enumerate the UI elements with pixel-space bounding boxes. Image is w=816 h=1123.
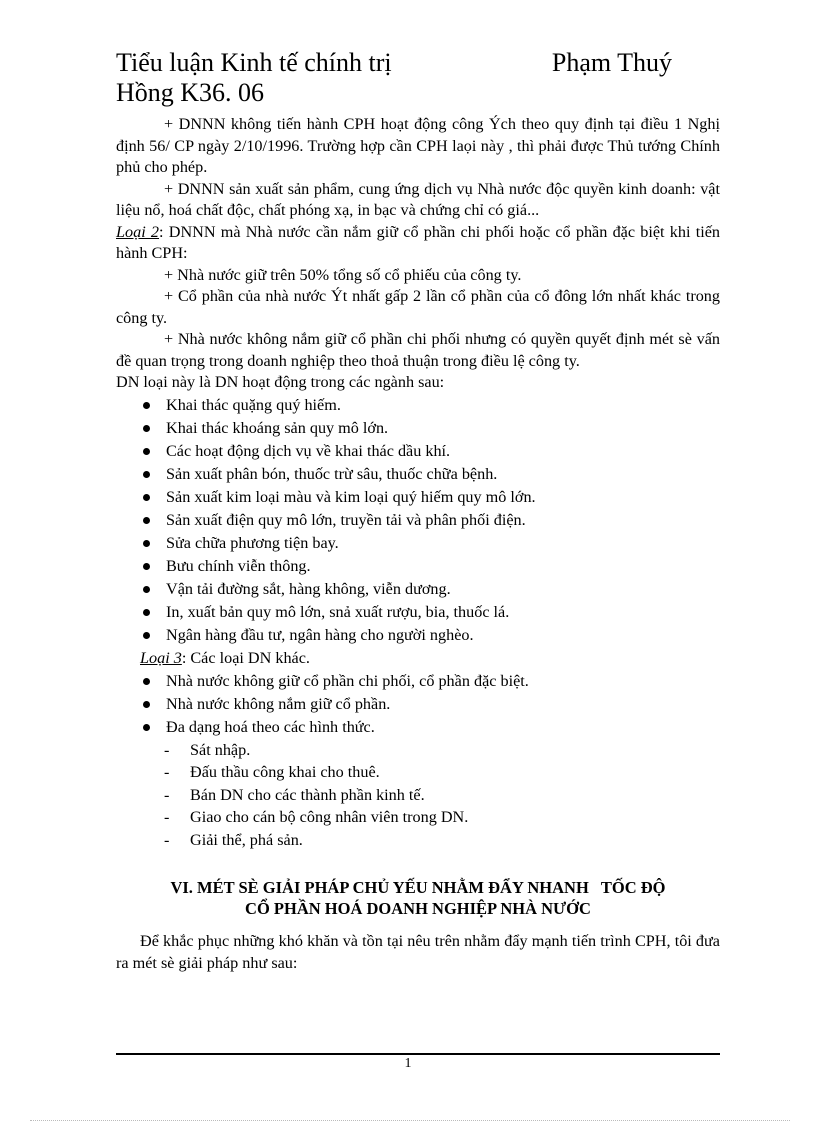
header-author: Phạm Thuý	[551, 48, 672, 77]
list-item: Đa dạng hoá theo các hình thức.	[140, 716, 720, 739]
list-item: - Sát nhập.	[164, 739, 720, 762]
section-intro: Để khắc phục những khó khăn và tồn tại nêu trên nhằm đẩy mạnh tiến trình CPH, tôi đưa ra mét sè giải pháp như sau:	[116, 932, 720, 972]
list-item: In, xuất bản quy mô lớn, snả xuất rượu, bia, thuốc lá.	[140, 601, 720, 624]
list-item: Bưu chính viễn thông.	[140, 555, 720, 578]
loai-2-item: + Cổ phần của nhà nước Ýt nhất gấp 2 lần cổ phần của cổ đông lớn nhất khác trong công ty.	[116, 287, 720, 327]
loai-3-label: Loại 3	[140, 648, 182, 667]
list-item: - Đấu thầu công khai cho thuê.	[164, 761, 720, 784]
page-bottom-divider	[30, 1120, 790, 1121]
header-title: Tiểu luận Kinh tế chính trị	[116, 48, 392, 77]
list-item: Vận tải đường sắt, hàng không, viễn dương.	[140, 578, 720, 601]
loai-2-paragraph	[116, 222, 720, 265]
list-item: - Giao cho cán bộ công nhân viên trong DN.	[164, 806, 720, 829]
sector-list	[116, 394, 720, 647]
section-heading-line-1: VI. MÉT SÈ GIẢI PHÁP CHỦ YẾU NHẰM ĐẨY NHANH TỐC ĐỘ	[170, 878, 666, 898]
list-item: - Bán DN cho các thành phần kinh tế.	[164, 784, 720, 807]
list-item: Khai thác khoáng sản quy mô lớn.	[140, 417, 720, 440]
loai-2-item: + Nhà nước giữ trên 50% tổng số cổ phiếu của công ty.	[164, 265, 522, 284]
list-item: Ngân hàng đầu tư, ngân hàng cho người nghèo.	[140, 624, 720, 647]
loai-3-list	[116, 670, 720, 739]
header-author-class: Hồng K36. 06	[116, 78, 265, 107]
dn-intro: DN loại này là DN hoạt động trong các ngành sau:	[116, 373, 445, 391]
list-item: Sửa chữa phương tiện bay.	[140, 532, 720, 555]
loai-3-paragraph	[116, 647, 720, 670]
list-item: Sản xuất phân bón, thuốc trừ sâu, thuốc chữa bệnh.	[140, 463, 720, 486]
list-item: Nhà nước không nắm giữ cổ phần.	[140, 693, 720, 716]
page-header	[116, 48, 716, 108]
section-heading	[116, 877, 720, 919]
loai-2-item: + Nhà nước không nắm giữ cổ phần chi phối nhưng có quyền quyết định mét sè vấn đề quan trọng trong doanh nghiệp theo thoả thuận trong điều lệ công ty.	[116, 330, 720, 370]
forms-list	[116, 739, 720, 852]
loai-2-label: Loại 2	[116, 222, 160, 241]
header-line-1	[116, 48, 716, 78]
document-body	[116, 114, 720, 991]
paragraph-1: + DNNN không tiến hành CPH hoạt động công Ých theo quy định tại điều 1 Nghị định 56/ CP ngày 2/10/1996. Trường hợp cần CPH laọi này , thì phải được Thủ tướng Chính phủ cho phép.	[116, 115, 720, 176]
section-heading-line-2: CỔ PHẦN HOÁ DOANH NGHIỆP NHÀ NƯỚC	[245, 899, 591, 919]
list-item: Nhà nước không giữ cổ phần chi phối, cổ phần đặc biệt.	[140, 670, 720, 693]
paragraph-2: + DNNN sản xuất sản phẩm, cung ứng dịch vụ Nhà nước độc quyền kinh doanh: vật liệu nổ, hoá chất độc, chất phóng xạ, in bạc và chứng chỉ có giá...	[116, 179, 720, 219]
list-item: - Giải thể, phá sản.	[164, 829, 720, 852]
list-item: Các hoạt động dịch vụ về khai thác dầu khí.	[140, 440, 720, 463]
loai-3-text: : Các loại DN khác.	[181, 648, 310, 667]
list-item: Sản xuất điện quy mô lớn, truyền tải và phân phối điện.	[140, 509, 720, 532]
footer-rule	[116, 1053, 720, 1055]
loai-2-text: : DNNN mà Nhà nước cần nắm giữ cổ phần chi phối hoặc cổ phần đặc biệt khi tiến hành CPH:	[116, 222, 720, 262]
list-item: Sản xuất kim loại màu và kim loại quý hiếm quy mô lớn.	[140, 486, 720, 509]
list-item: Khai thác quặng quý hiếm.	[140, 394, 720, 417]
page-number: 1	[404, 1056, 412, 1071]
